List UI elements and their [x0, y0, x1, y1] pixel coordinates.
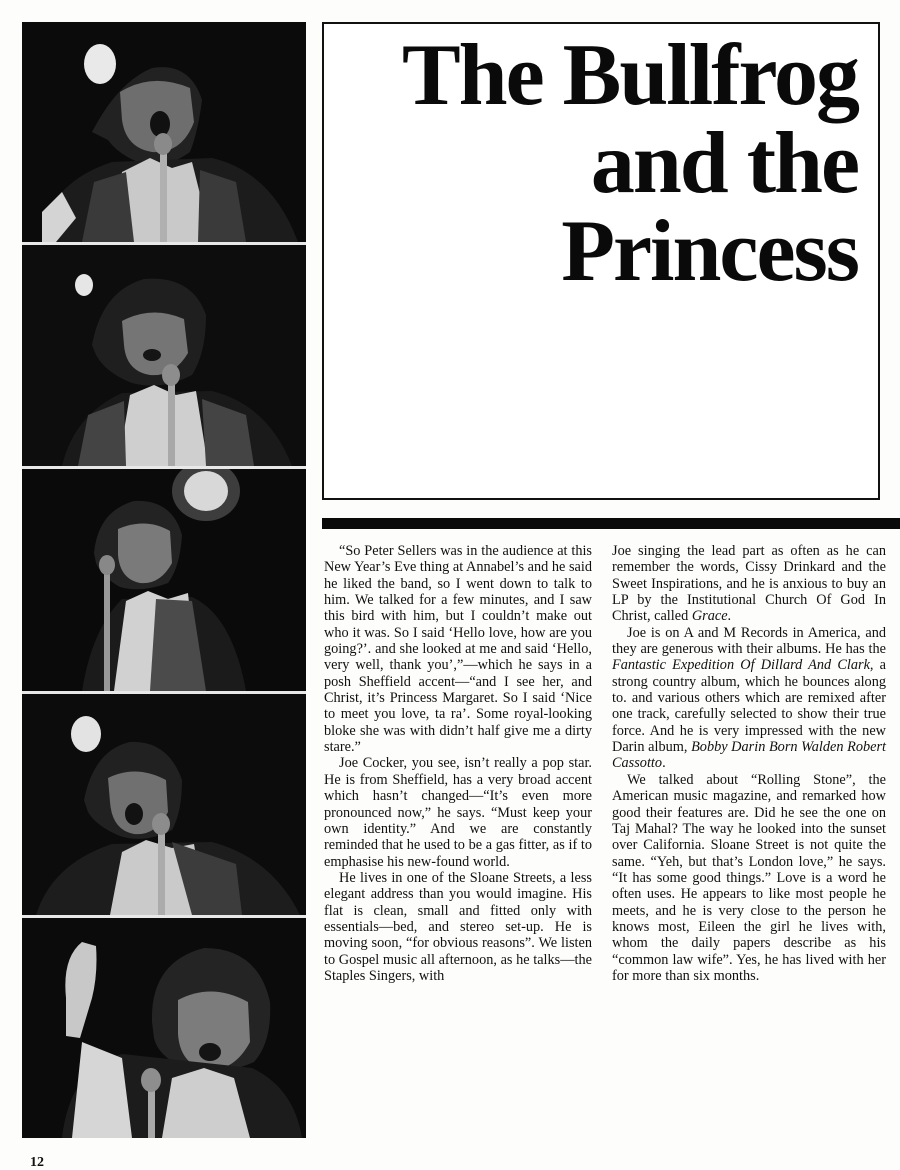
heavy-rule	[322, 518, 900, 529]
text-run: .	[662, 755, 666, 772]
paragraph: He lives in one of the Sloane Streets, a less elegant address than you would imagine. His flat is clean, small and fitted only with essentials—bed, and stereo set-up. He is moving soon, “for obvious reasons”. We listen to Gospel music all afternoon, as he talks—the Staples Singers, with	[324, 869, 592, 984]
album-title: Fantastic Expedition Of Dillard And Clark,	[612, 657, 874, 674]
photo-singer-2	[22, 245, 306, 466]
text-column-left	[324, 543, 592, 984]
album-title: Grace	[691, 608, 728, 625]
text-run: Joe is on A and M Records in America, and they are generous with their albums. He has the	[612, 624, 886, 658]
paragraph	[612, 543, 886, 625]
photo-strip	[22, 22, 306, 1138]
article-title: The Bullfrog and the Princess	[401, 27, 858, 300]
paragraph: Joe Cocker, you see, isn’t really a pop star. He is from Sheffield, has a very broad accent which hasn’t changed—“It’s even more pronounced now,” he says. “Must keep your own identity.” And we are constantly reminded that he used to be a gas fitter, as if to emphasise his new-found world.	[324, 755, 592, 870]
album-title: Bobby Darin Born Walden Robert Cassotto	[612, 739, 886, 772]
text-run: .	[727, 608, 732, 625]
title-box	[322, 22, 880, 500]
text-column-right	[612, 543, 886, 984]
paragraph: “So Peter Sellers was in the audience at this New Year’s Eve thing at Annabel’s and he said he liked the band, so I went down to talk to him. We talked for a few minutes, and I saw this bird with him, but I couldn’t make out who it was. So I said ‘Hello love, how are you going?’. and she looked at me and said ‘Hello, very well, thank you’,”—which he says in a posh Sheffield accent—“and I see her, and Christ, it’s Princess Margaret. So I said ‘Nice to meet you love, ta ra’. Some royal-looking bloke she was with didn’t half give me a dirty stare.”	[324, 543, 592, 756]
text-run: Joe singing the lead part as often as he can remember the words, Cissy Drinkard and the Sweet Inspirations, and he is anxious to buy an LP by the Institutional Church Of God In Christ, called	[612, 543, 886, 625]
photo-singer-4	[22, 694, 306, 915]
photo-singer-3	[22, 469, 306, 691]
photo-singer-1	[22, 22, 306, 242]
page-number: 12	[30, 1155, 44, 1170]
photo-singer-5	[22, 918, 306, 1138]
text-run: a strong country album, which he bounces along to. and various others which are remixed after one track, carefully selected to show their true force. And he is very impressed with the new Darin album,	[612, 657, 887, 756]
paragraph: We talked about “Rolling Stone”, the American music magazine, and remarked how good their features are. Did he see the one on Taj Mahal? The way he looked into the sunset over California. Sloane Street is not quite the same. “Yeh, but that’s London love,” he says. “It has some good things.” Love is a word he often uses. He appears to like most people he meets, and he is very close to the person he knows most, Eileen the girl he lives with, whom the daily papers describe as his “common law wife”. Yes, he has lived with her for more than six months.	[612, 771, 886, 984]
paragraph	[612, 625, 886, 772]
